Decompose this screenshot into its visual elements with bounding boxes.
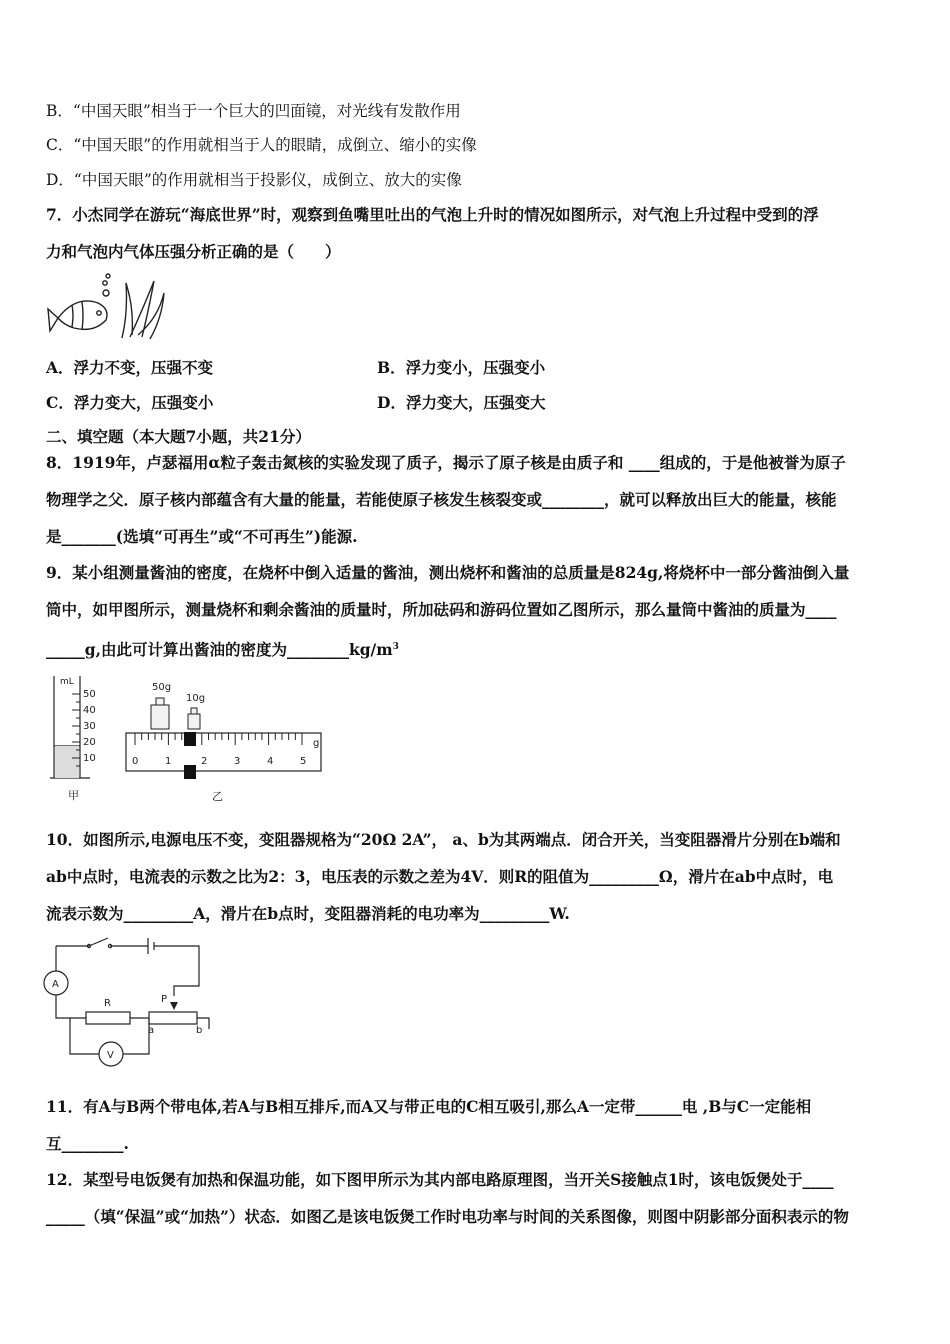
circuit-diagram-figure: [44, 934, 219, 1069]
resistor-label: R: [104, 998, 111, 1009]
q12-line1: 12．某型号电饭煲有加热和保温功能，如下图甲所示为其内部电路原理图，当开关S接触点1时，该电饭煲处于____: [46, 1170, 834, 1189]
q9-line1: 9．某小组测量酱油的密度，在烧杯中倒入适量的酱油，测出烧杯和酱油的总质量是824g,将烧杯中一部分酱油倒入量: [46, 563, 850, 582]
weight-50g-label: 50g: [152, 682, 172, 693]
caption-yi: 乙: [212, 790, 223, 803]
weight-10g-label: 10g: [186, 693, 206, 704]
q10-line1: 10．如图所示,电源电压不变，变阻器规格为“20Ω 2A”， a、b为其两端点．闭合开关，当变阻器滑片分别在b端和: [46, 830, 841, 849]
q9-line3: [46, 637, 399, 660]
cylinder-tick-10: 10: [83, 753, 96, 764]
caption-jia: 甲: [68, 789, 79, 802]
q7-option-b: B．浮力变小，压强变小: [377, 358, 546, 377]
switch-icon: [89, 938, 108, 946]
q7-stem-line2: 力和气泡内气体压强分析正确的是（ ）: [46, 242, 341, 261]
scale-num-1: 1: [165, 756, 172, 767]
q12-line2: _____（填“保温”或“加热”）状态．如图乙是该电饭煲工作时电功率与时间的关系图像，则图中阴影部分面积表示的物: [46, 1207, 849, 1226]
q6-option-d: D．“中国天眼”的作用就相当于投影仪，成倒立、放大的实像: [46, 171, 462, 189]
slider-label: P: [161, 994, 168, 1005]
q6-option-b: B．“中国天眼”相当于一个巨大的凹面镜，对光线有发散作用: [46, 102, 461, 120]
section-heading: 二、填空题（本大题7小题，共21分）: [46, 427, 311, 446]
terminal-a-label: a: [148, 1025, 155, 1036]
scale-num-5: 5: [300, 756, 307, 767]
q7-stem-line1: 7．小杰同学在游玩“海底世界”时，观察到鱼嘴里吐出的气泡上升时的情况如图所示，对气泡上升过程中受到的浮: [46, 205, 819, 224]
q10-line2: ab中点时，电流表的示数之比为2：3，电压表的示数之差为4V．则R的阻值为_________Ω，滑片在ab中点时，电: [46, 867, 834, 886]
q8-line1: 8．1919年，卢瑟福用α粒子轰击氮核的实验发现了质子，揭示了原子核是由质子和 ____组成的，于是他被誉为原子: [46, 453, 846, 472]
scale-num-0: 0: [132, 756, 139, 767]
scale-num-2: 2: [201, 756, 208, 767]
cylinder-tick-40: 40: [83, 705, 96, 716]
battery-icon: [148, 938, 154, 954]
slider-p-icon: [170, 1002, 178, 1010]
cylinder-unit: mL: [60, 677, 74, 687]
resistor-r-icon: [86, 1012, 130, 1024]
q10-line3: 流表示数为_________A，滑片在b点时，变阻器消耗的电功率为_________W.: [46, 904, 570, 923]
measuring-cylinder-figure: [50, 674, 110, 804]
q6-option-c: C．“中国天眼”的作用就相当于人的眼睛，成倒立、缩小的实像: [46, 136, 477, 154]
scale-num-4: 4: [267, 756, 274, 767]
balance-scale-figure: [122, 678, 332, 803]
q8-line3: 是_______(选填“可再生”或“不可再生”)能源.: [46, 527, 358, 546]
weight-10g-icon: [188, 708, 200, 729]
cylinder-tick-20: 20: [83, 737, 96, 748]
q7-option-a: A．浮力不变，压强不变: [46, 358, 214, 377]
q9-line3-text: _____g,由此可计算出酱油的密度为________kg/m: [46, 640, 393, 660]
rider-marker-bottom: [184, 765, 196, 779]
ammeter-label: A: [52, 979, 59, 990]
q8-line2: 物理学之父．原子核内部蕴含有大量的能量，若能使原子核发生核裂变或________，就可以释放出巨大的能量，核能: [46, 490, 837, 509]
scale-unit: g: [313, 738, 320, 749]
fish-bubbles-figure: [46, 273, 176, 343]
q9-superscript: 3: [392, 642, 399, 652]
q11-line1: 11．有A与B两个带电体,若A与B相互排斥,而A又与带正电的C相互吸引,那么A一定带______电 ,B与C一定能相: [46, 1097, 812, 1116]
voltmeter-label: V: [107, 1050, 114, 1061]
rheostat-icon: [149, 1012, 197, 1024]
cylinder-tick-30: 30: [83, 721, 96, 732]
q9-line2: 筒中，如甲图所示，测量烧杯和剩余酱油的质量时，所加砝码和游码位置如乙图所示，那么量筒中酱油的质量为____: [46, 600, 837, 619]
q11-line2: 互________.: [46, 1134, 129, 1153]
q7-option-c: C．浮力变大，压强变小: [46, 393, 214, 412]
q7-option-d: D．浮力变大，压强变大: [377, 393, 546, 412]
rider-marker-top: [184, 732, 196, 746]
cylinder-tick-50: 50: [83, 689, 96, 700]
scale-num-3: 3: [234, 756, 241, 767]
weight-50g-icon: [151, 698, 169, 729]
terminal-b-label: b: [196, 1025, 203, 1036]
